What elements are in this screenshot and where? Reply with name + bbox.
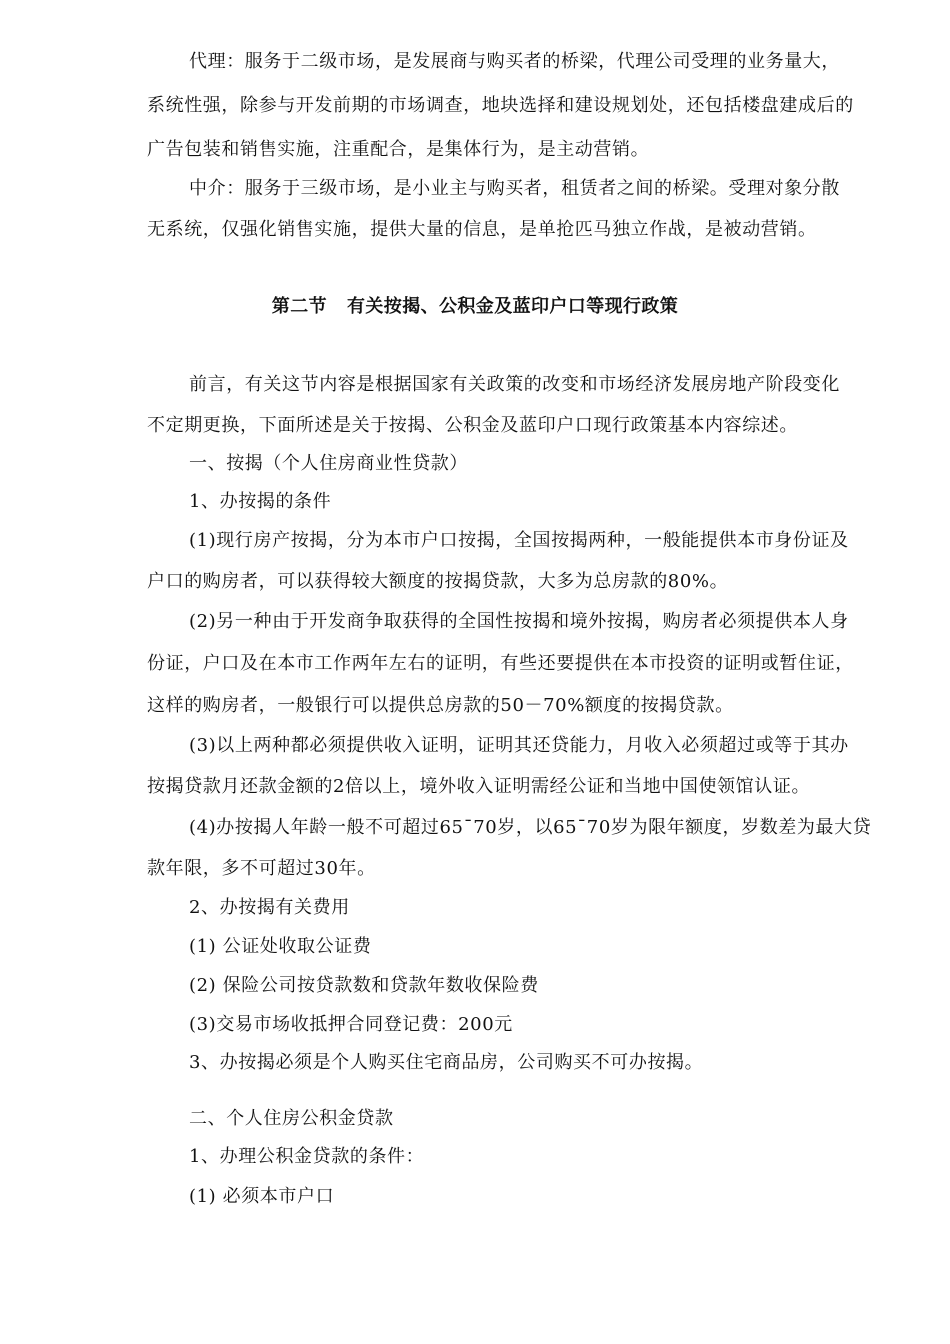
mortgage-heading: 一、按揭（个人住房商业性贷款） [189,453,468,474]
mortgage-fee-3: (3)交易市场收抵押合同登记费：200元 [189,1014,513,1035]
agent-paragraph-line-1: 代理：服务于二级市场，是发展商与购买者的桥梁，代理公司受理的业务量大， [189,51,840,72]
provident-fund-condition-1: (1) 必须本市户口 [189,1186,335,1207]
mortgage-condition-3-line-2: 按揭贷款月还款金额的2倍以上，境外收入证明需经公证和当地中国使领馆认证。 [147,776,811,797]
agent-paragraph-line-2: 系统性强，除参与开发前期的市场调查，地块选择和建设规划处，还包括楼盘建成后的 [147,95,854,116]
mortgage-condition-2-line-3: 这样的购房者，一般银行可以提供总房款的50－70%额度的按揭贷款。 [147,695,734,716]
preface-line-1: 前言，有关这节内容是根据国家有关政策的改变和市场经济发展房地产阶段变化 [189,374,840,395]
mortgage-fees-heading: 2、办按揭有关费用 [189,897,350,918]
provident-fund-conditions-heading: 1、办理公积金贷款的条件： [189,1146,425,1167]
mortgage-condition-2-line-2: 份证，户口及在本市工作两年左右的证明，有些还要提供在本市投资的证明或暂住证， [147,653,854,674]
mortgage-condition-1-line-1: (1)现行房产按揭，分为本市户口按揭，全国按揭两种，一般能提供本市身份证及 [189,530,849,551]
preface-line-2: 不定期更换，下面所述是关于按揭、公积金及蓝印户口现行政策基本内容综述。 [147,415,798,436]
broker-paragraph-line-1: 中介：服务于三级市场，是小业主与购买者，租赁者之间的桥梁。受理对象分散 [189,178,840,199]
mortgage-condition-1-line-2: 户口的购房者，可以获得较大额度的按揭贷款，大多为总房款的80%。 [147,571,729,592]
section-title: 第二节 有关按揭、公积金及蓝印户口等现行政策 [271,296,679,317]
mortgage-condition-3-line-1: (3)以上两种都必须提供收入证明，证明其还贷能力，月收入必须超过或等于其办 [189,735,849,756]
mortgage-condition-2-line-1: (2)另一种由于开发商争取获得的全国性按揭和境外按揭，购房者必须提供本人身 [189,611,849,632]
broker-paragraph-line-2: 无系统，仅强化销售实施，提供大量的信息，是单抢匹马独立作战，是被动营销。 [147,219,817,240]
mortgage-condition-4-line-1: (4)办按揭人年龄一般不可超过65¯70岁，以65¯70岁为限年额度，岁数差为最大贷 [189,817,872,838]
provident-fund-heading: 二、个人住房公积金贷款 [189,1108,394,1129]
mortgage-fee-2: (2) 保险公司按贷款数和贷款年数收保险费 [189,975,539,996]
mortgage-fee-1: (1) 公证处收取公证费 [189,936,372,957]
mortgage-item-3: 3、办按揭必须是个人购买住宅商品房，公司购买不可办按揭。 [189,1052,704,1073]
mortgage-condition-4-line-2: 款年限，多不可超过30年。 [147,858,376,879]
agent-paragraph-line-3: 广告包装和销售实施，注重配合，是集体行为，是主动营销。 [147,139,650,160]
mortgage-conditions-heading: 1、办按揭的条件 [189,491,332,512]
